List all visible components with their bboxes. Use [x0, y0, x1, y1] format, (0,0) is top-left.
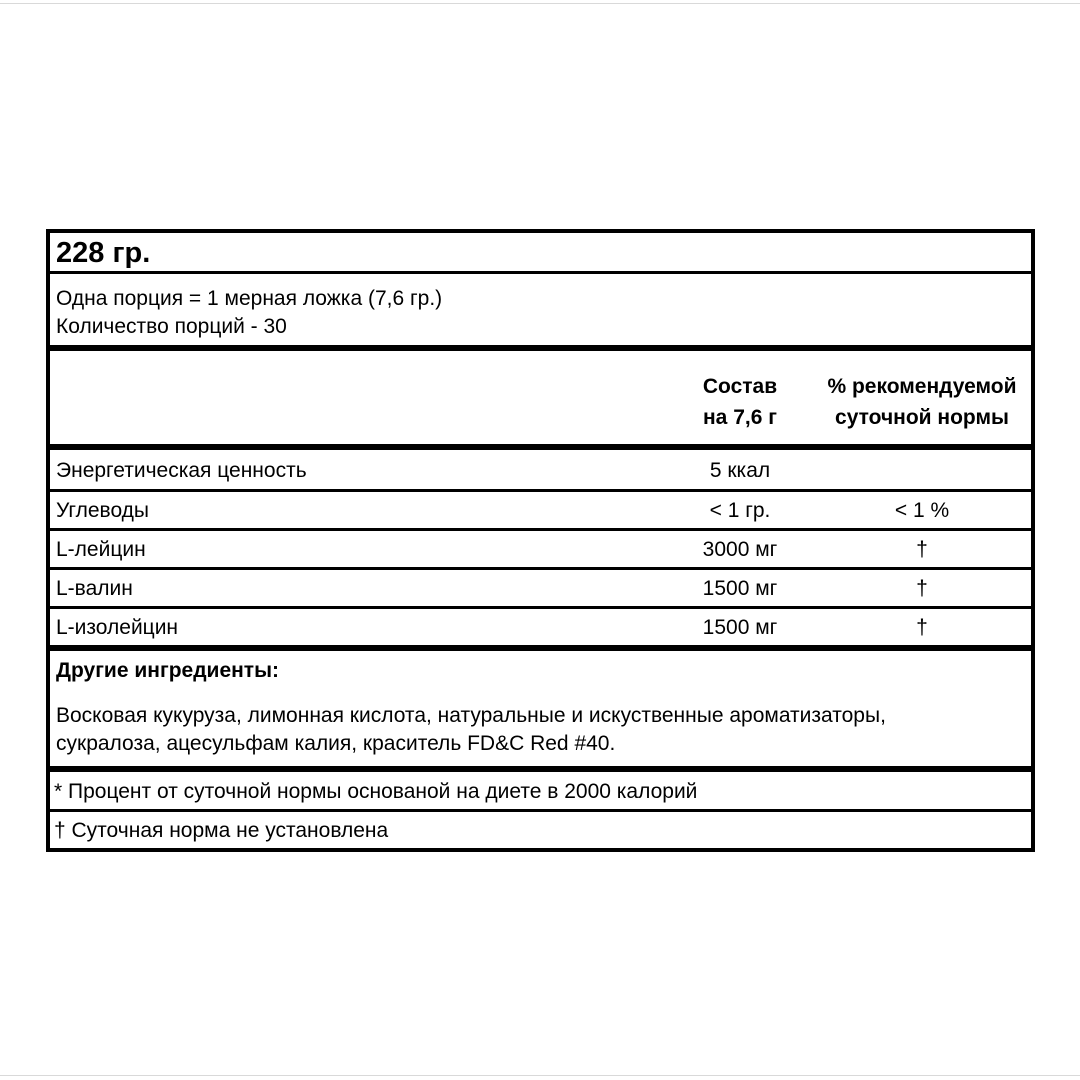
amount-header-line2: на 7,6 г	[703, 406, 777, 429]
servings-count-text: Количество порций - 30	[56, 315, 287, 338]
daily-value-header-line1: % рекомендуемой	[827, 375, 1017, 398]
row-dv-isoleucine: †	[916, 616, 928, 639]
other-ingredients-line1: Восковая кукуруза, лимонная кислота, натуральные и искуственные ароматизаторы,	[56, 704, 886, 727]
divider-thick	[50, 766, 1031, 772]
divider-thick	[50, 345, 1031, 351]
row-amount-energy: 5 ккал	[709, 459, 771, 482]
row-amount-carbs: < 1 гр.	[709, 499, 771, 522]
row-amount-valine: 1500 мг	[702, 577, 778, 600]
row-name-isoleucine: L-изолейцин	[56, 616, 179, 639]
frame-bottom-line	[0, 1075, 1080, 1076]
row-amount-leucine: 3000 мг	[702, 538, 778, 561]
daily-value-header-line2: суточной нормы	[835, 406, 1009, 429]
other-ingredients-heading: Другие ингредиенты:	[56, 659, 280, 682]
divider	[50, 809, 1031, 812]
serving-size-text: Одна порция = 1 мерная ложка (7,6 гр.)	[56, 287, 443, 310]
package-weight-title: 228 гр.	[56, 237, 151, 269]
footnote-not-established: † Суточная норма не установлена	[54, 819, 389, 842]
frame-top-line	[0, 3, 1080, 4]
divider-thick	[50, 645, 1031, 651]
divider	[50, 606, 1031, 609]
amount-header-line1: Состав	[702, 375, 778, 398]
row-name-valine: L-валин	[56, 577, 133, 600]
supplement-facts-panel	[46, 229, 1035, 852]
row-dv-valine: †	[916, 577, 928, 600]
row-name-energy: Энергетическая ценность	[56, 459, 307, 482]
row-name-carbs: Углеводы	[56, 499, 150, 522]
other-ingredients-line2: сукралоза, ацесульфам калия, краситель FD&C Red #40.	[56, 732, 616, 755]
divider-thick	[50, 444, 1031, 450]
row-name-leucine: L-лейцин	[56, 538, 146, 561]
row-amount-isoleucine: 1500 мг	[702, 616, 778, 639]
row-dv-leucine: †	[916, 538, 928, 561]
divider	[50, 271, 1031, 274]
row-dv-carbs: < 1 %	[894, 499, 950, 522]
divider	[50, 567, 1031, 570]
divider	[50, 528, 1031, 531]
divider	[50, 489, 1031, 492]
footnote-daily-value: * Процент от суточной нормы основаной на диете в 2000 калорий	[54, 780, 698, 803]
